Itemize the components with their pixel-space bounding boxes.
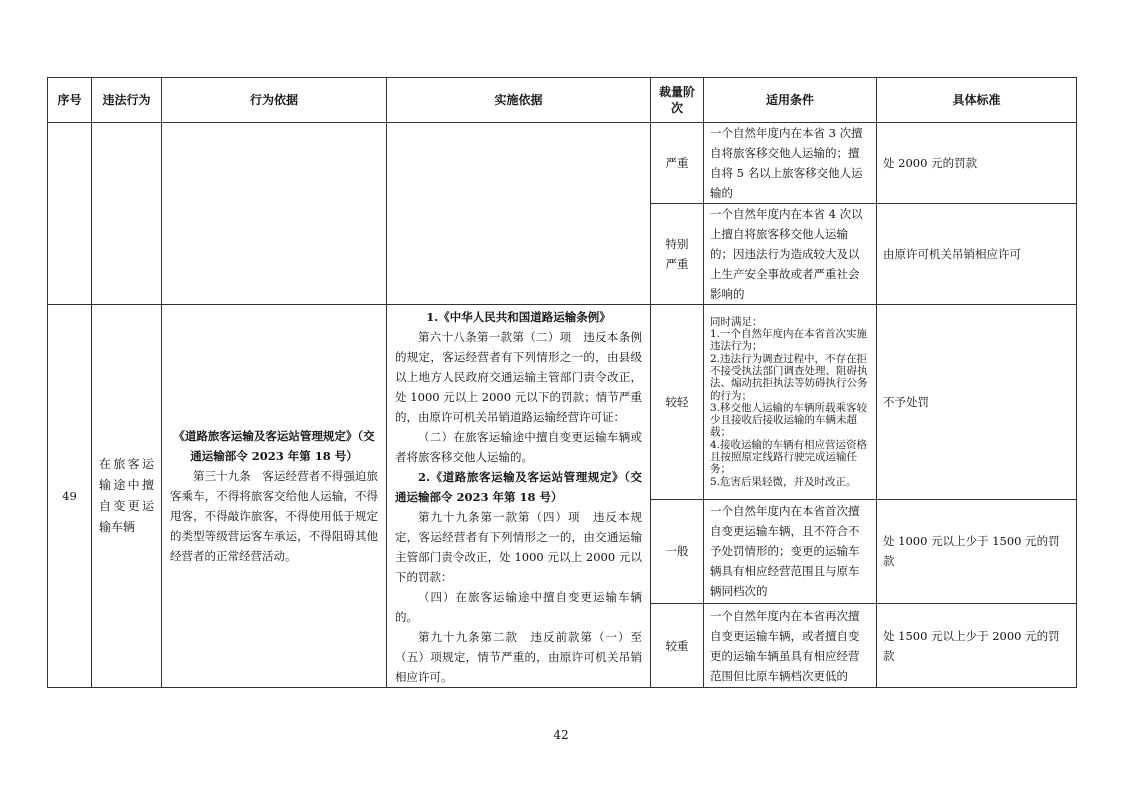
- conditions-cell: 一个自然年度内在本省 3 次擅自将旅客移交他人运输的；擅自将 5 名以上旅客移交他人运输的: [704, 123, 877, 204]
- conditions-cell: 一个自然年度内在本省再次擅自变更运输车辆，或者擅自变更的运输车辆虽具有相应经营范围但比原车辆档次更低的: [704, 604, 877, 688]
- table-row: [48, 305, 1077, 500]
- impl-para: 第九十九条第一款第（四）项 违反本规定，客运经营者有下列情形之一的，由交通运输主管部门责令改正，处 1000 元以上 2000 元以下的罚款：: [395, 510, 642, 584]
- penalty-discretion-table: [47, 77, 1077, 688]
- impl-title-1: 1.《中华人民共和国道路运输条例》: [426, 310, 611, 324]
- implementation-cell: [387, 305, 651, 688]
- basis-cell: [162, 305, 387, 688]
- standard-cell: 处 1000 元以上少于 1500 元的罚款: [877, 499, 1077, 604]
- impl-para: （四）在旅客运输途中擅自变更运输车辆的。: [395, 590, 642, 624]
- header-implementation: 实施依据: [387, 78, 651, 123]
- standard-cell: 处 2000 元的罚款: [877, 123, 1077, 204]
- prev-implementation-cell: [387, 123, 651, 305]
- header-seq: 序号: [48, 78, 92, 123]
- header-conditions: 适用条件: [704, 78, 877, 123]
- standard-cell: 处 1500 元以上少于 2000 元的罚款: [877, 604, 1077, 688]
- basis-title: 《道路旅客运输及客运站管理规定》（交通运输部令 2023 年第 18 号）: [173, 429, 375, 463]
- level-cell: 特别严重: [651, 204, 704, 305]
- level-cell: 严重: [651, 123, 704, 204]
- conditions-cell: 一个自然年度内在本省首次擅自变更运输车辆，且不符合不予处罚情形的；变更的运输车辆具有相应经营范围且与原车辆同档次的: [704, 499, 877, 604]
- condition-line: 5.危害后果轻微，并及时改正。: [710, 475, 857, 488]
- conditions-cell: [704, 305, 877, 500]
- header-standard: 具体标准: [877, 78, 1077, 123]
- basis-text: 第三十九条 客运经营者不得强迫旅客乘车，不得将旅客交给他人运输，不得甩客，不得敲诈旅客，不得使用低于规定的类型等级营运客车承运，不得阻碍其他经营者的正常经营活动。: [170, 469, 378, 563]
- standard-cell: 由原许可机关吊销相应许可: [877, 204, 1077, 305]
- condition-line: 3.移交他人运输的车辆所载乘客较少且接收后接收运输的车辆未超载；: [710, 401, 868, 439]
- impl-para: （二）在旅客运输途中擅自变更运输车辆或者将旅客移交他人运输的。: [395, 430, 642, 464]
- prev-violation-cell: [92, 123, 162, 305]
- violation-cell: 在旅客运输途中擅自变更运输车辆: [92, 305, 162, 688]
- impl-para: 第六十八条第一款第（二）项 违反本条例的规定，客运经营者有下列情形之一的，由县级以上地方人民政府交通运输主管部门责令改正，处 1000 元以上 2000 元以下的罚款；情节严重的，由原许可机关吊销道路运输经营许可证：: [395, 330, 642, 424]
- header-level: 裁量阶次: [651, 78, 704, 123]
- page-number: 42: [553, 728, 569, 742]
- condition-line: 1.一个自然年度内在本省首次实施违法行为；: [710, 328, 868, 353]
- conditions-cell: 一个自然年度内在本省 4 次以上擅自将旅客移交他人运输的；因违法行为造成较大及以上生产安全事故或者严重社会影响的: [704, 204, 877, 305]
- condition-line: 2.违法行为调查过程中，不存在拒不接受执法部门调查处理、阻碍执法、煽动抗拒执法等妨碍执行公务的行为；: [710, 352, 868, 402]
- standard-cell: 不予处罚: [877, 305, 1077, 500]
- prev-seq-cell: [48, 123, 92, 305]
- header-basis: 行为依据: [162, 78, 387, 123]
- level-cell: 较轻: [651, 305, 704, 500]
- level-cell: 较重: [651, 604, 704, 688]
- seq-cell: 49: [48, 305, 92, 688]
- level-cell: 一般: [651, 499, 704, 604]
- table-row: [48, 123, 1077, 204]
- impl-title-2: 2.《道路旅客运输及客运站管理规定》（交通运输部令 2023 年第 18 号）: [395, 470, 642, 504]
- condition-line: 4.接收运输的车辆有相应营运资格且按照原定线路行驶完成运输任务；: [710, 438, 868, 476]
- header-violation: 违法行为: [92, 78, 162, 123]
- prev-basis-cell: [162, 123, 387, 305]
- condition-line: 同时满足：: [710, 315, 763, 328]
- impl-para: 第九十九条第二款 违反前款第（一）至（五）项规定，情节严重的，由原许可机关吊销相应许可。: [395, 630, 642, 684]
- header-row: [48, 78, 1077, 123]
